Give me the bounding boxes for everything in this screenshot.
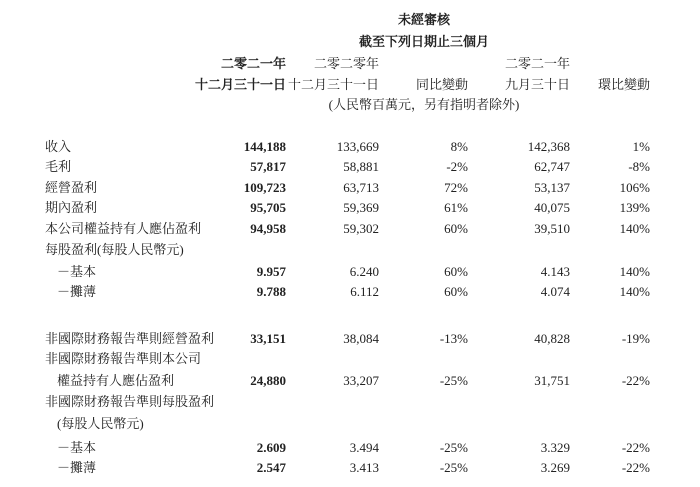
row-label: 經營盈利 — [45, 180, 98, 195]
table-row — [0, 262, 700, 282]
row-label: 本公司權益持有人應佔盈利 — [45, 221, 202, 236]
cell-col3: 60% — [444, 284, 468, 299]
cell-col1: 24,880 — [250, 373, 286, 388]
col4-date: 九月三十日 — [504, 77, 570, 92]
cell-col5: -22% — [621, 440, 650, 455]
col3-header: 同比變動 — [415, 77, 468, 92]
table-row — [0, 438, 700, 458]
col2-year: 二零二零年 — [313, 56, 379, 71]
unit-note: (人民幣百萬元，另有指明者除外) — [328, 97, 520, 112]
cell-col4: 40,075 — [534, 200, 570, 215]
cell-col4: 31,751 — [534, 373, 570, 388]
cell-col3: -25% — [439, 460, 468, 475]
cell-col2: 3.413 — [349, 460, 379, 475]
cell-col3: -2% — [446, 159, 468, 174]
table-row — [0, 178, 700, 198]
cell-col5: -19% — [621, 331, 650, 346]
cell-col4: 3.329 — [540, 440, 570, 455]
row-label: 收入 — [45, 139, 72, 154]
cell-col4: 62,747 — [534, 159, 570, 174]
row-label: －攤薄 — [57, 284, 97, 299]
col5-header: 環比變動 — [597, 77, 650, 92]
cell-col5: 1% — [632, 139, 650, 154]
cell-col2: 59,369 — [343, 200, 379, 215]
cell-col4: 53,137 — [534, 180, 570, 195]
cell-col1: 2.547 — [256, 460, 286, 475]
cell-col1: 33,151 — [250, 331, 286, 346]
row-label: 期內盈利 — [45, 200, 98, 215]
cell-col2: 63,713 — [343, 180, 379, 195]
cell-col5: 139% — [619, 200, 650, 215]
cell-col2: 3.494 — [349, 440, 379, 455]
row-label: －基本 — [57, 440, 97, 455]
row-label: 非國際財務報告準則每股盈利 — [45, 394, 215, 409]
cell-col3: -25% — [439, 373, 468, 388]
cell-col4: 4.074 — [540, 284, 570, 299]
cell-col4: 142,368 — [527, 139, 570, 154]
cell-col2: 6.240 — [349, 264, 379, 279]
cell-col2: 6.112 — [350, 284, 379, 299]
col4-year: 二零二一年 — [504, 56, 570, 71]
cell-col5: -22% — [621, 460, 650, 475]
row-label: 非國際財務報告準則經營盈利 — [45, 331, 215, 346]
table-row — [0, 349, 700, 369]
cell-col3: 60% — [444, 221, 468, 236]
cell-col4: 3.269 — [540, 460, 570, 475]
col1-year: 二零二一年 — [220, 56, 286, 71]
cell-col1: 57,817 — [250, 159, 286, 174]
row-label: 權益持有人應佔盈利 — [57, 373, 175, 388]
cell-col1: 95,705 — [250, 200, 286, 215]
cell-col2: 58,881 — [343, 159, 379, 174]
cell-col1: 94,958 — [250, 221, 286, 236]
row-label: －基本 — [57, 264, 97, 279]
table-row — [0, 371, 700, 391]
header-unaudited: 未經審核 — [397, 12, 451, 27]
row-label: 非國際財務報告準則本公司 — [45, 351, 202, 366]
cell-col2: 133,669 — [336, 139, 379, 154]
cell-col4: 40,828 — [534, 331, 570, 346]
table-row — [0, 329, 700, 349]
cell-col3: 61% — [444, 200, 468, 215]
table-row — [0, 157, 700, 177]
row-label: (每股人民幣元) — [57, 416, 144, 431]
cell-col5: 140% — [619, 221, 650, 236]
col2-date: 十二月三十一日 — [287, 77, 379, 92]
cell-col5: 140% — [619, 264, 650, 279]
cell-col1: 9.957 — [256, 264, 286, 279]
cell-col5: -8% — [628, 159, 650, 174]
row-label: 每股盈利(每股人民幣元) — [45, 242, 184, 257]
row-label: －攤薄 — [57, 460, 97, 475]
cell-col5: 106% — [619, 180, 650, 195]
cell-col4: 39,510 — [534, 221, 570, 236]
cell-col1: 9.788 — [256, 284, 286, 299]
table-row — [0, 137, 700, 157]
cell-col4: 4.143 — [540, 264, 570, 279]
cell-col1: 144,188 — [243, 139, 286, 154]
table-row — [0, 458, 700, 478]
table-row — [0, 240, 700, 260]
cell-col2: 33,207 — [343, 373, 379, 388]
cell-col3: 60% — [444, 264, 468, 279]
cell-col5: -22% — [621, 373, 650, 388]
cell-col3: -25% — [439, 440, 468, 455]
cell-col1: 109,723 — [243, 180, 286, 195]
cell-col5: 140% — [619, 284, 650, 299]
cell-col3: -13% — [439, 331, 468, 346]
table-row — [0, 219, 700, 239]
cell-col1: 2.609 — [256, 440, 286, 455]
row-label: 毛利 — [45, 159, 72, 174]
cell-col3: 8% — [450, 139, 468, 154]
table-row — [0, 392, 700, 412]
cell-col2: 38,084 — [343, 331, 379, 346]
cell-col3: 72% — [444, 180, 468, 195]
table-row — [0, 282, 700, 302]
header-period: 截至下列日期止三個月 — [358, 34, 490, 49]
table-row — [0, 414, 700, 434]
col1-date: 十二月三十一日 — [194, 77, 286, 92]
cell-col2: 59,302 — [343, 221, 379, 236]
table-row — [0, 198, 700, 218]
